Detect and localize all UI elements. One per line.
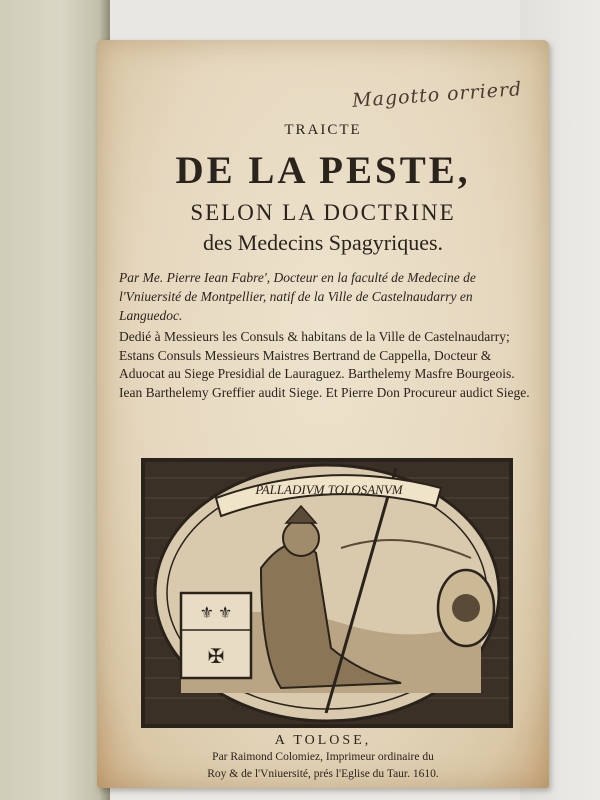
- book-cover: [0, 0, 110, 800]
- svg-text:⚜ ⚜: ⚜ ⚜: [199, 605, 233, 622]
- svg-text:✠: ✠: [207, 646, 225, 668]
- title-line-1: TRAICTE: [284, 122, 362, 138]
- imprint-place: A TOLOSE,: [274, 733, 372, 748]
- woodcut-emblem: [141, 458, 513, 728]
- imprint-printer: Par Raimond Colomiez, Imprimeur ordinaire du: [212, 751, 434, 763]
- author-statement: Par Me. Pierre Iean Fabre', Docteur en la faculté de Medecine de l'Vniuersité de Montpellier, natif de la Ville de Castelnaudarry en Languedoc.: [119, 270, 476, 323]
- emblem-motto: PALLADIVM TOLOSANVM: [255, 482, 403, 497]
- title-line-2: DE LA PESTE,: [175, 149, 471, 192]
- title-page: [97, 40, 549, 788]
- handwritten-inscription: Magotto orrierd: [351, 78, 523, 112]
- dedication-text: Dedié à Messieurs les Consuls & habitans de la Ville de Castelnaudarry; Estans Consuls Messieurs Maistres Bertrand de Cappella, Docteur & Aduocat au Siege Presidial de Lauraguez. Barthelemy Masfre Bourgeois. Iean Barthelemy Greffier audit Siege. Et Pierre Don Procureur audict Siege.: [119, 329, 530, 400]
- title-line-3: SELON LA DOCTRINE: [190, 200, 456, 225]
- imprint-date: Roy & de l'Vniuersité, prés l'Eglise du Taur. 1610.: [207, 768, 439, 780]
- title-line-4: des Medecins Spagyriques.: [202, 230, 444, 255]
